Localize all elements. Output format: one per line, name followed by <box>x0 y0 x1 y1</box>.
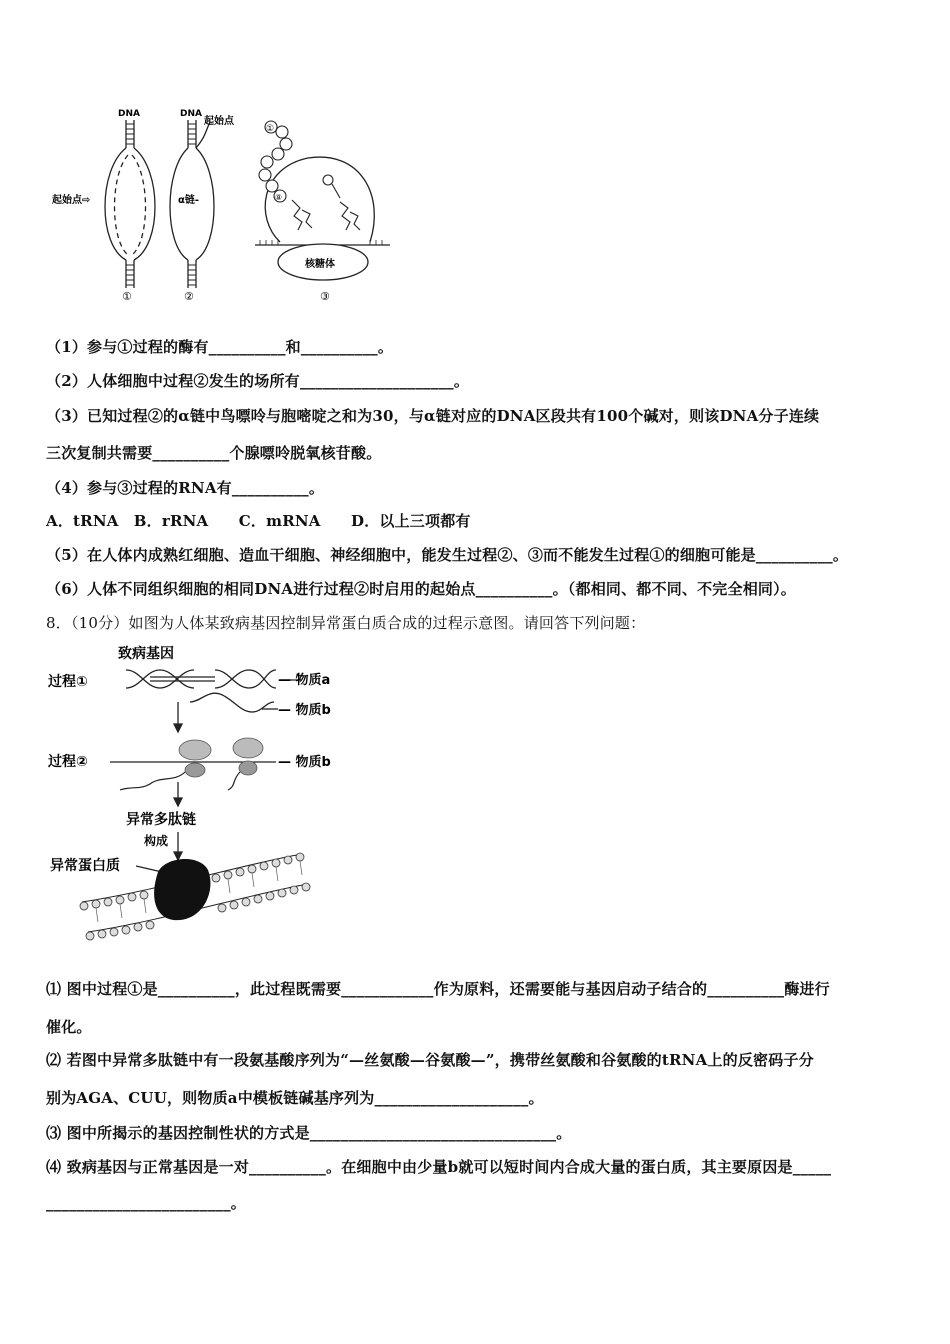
q8-part4-line2: ________________________。 <box>46 1194 247 1212</box>
circle-label-1: ① <box>266 124 275 134</box>
q7-part6: （6）人体不同组织细胞的相同DNA进行过程②时启用的起始点__________。（都相同、都不同、不完全相同）。 <box>46 580 796 598</box>
q7-part4-options: A．tRNA B．rRNA C．mRNA D．以上三项都有 <box>46 512 471 530</box>
substance-a-label: — 物质a <box>278 673 331 688</box>
dna-label-2: DNA <box>180 109 202 119</box>
dna-label-1: DNA <box>118 109 140 119</box>
q8-header: 8．（10分）如图为人体某致病基因控制异常蛋白质合成的过程示意图。请回答下列问题： <box>46 614 646 632</box>
q7-part2: （2）人体细胞中过程②发生的场所有____________________。 <box>46 372 470 390</box>
alpha-chain-label: α链- <box>178 195 200 206</box>
substance-b-label-1: — 物质b <box>278 703 331 718</box>
q7-part3-line2: 三次复制共需要__________个腺嘌呤脱氧核苷酸。 <box>46 444 382 462</box>
q8-part3: ⑶ 图中所揭示的基因控制性状的方式是________________________________。 <box>46 1124 572 1142</box>
abnormal-protein-blob <box>154 859 210 920</box>
substance-b-label-2: — 物质b <box>278 755 331 770</box>
q8-part1-line2: 催化。 <box>46 1018 92 1036</box>
panel-label-2: ② <box>184 290 194 303</box>
origin-label-left: 起始点⇨ <box>52 195 91 206</box>
abnormal-polypeptide-label: 异常多肽链 <box>126 812 196 828</box>
q8-part2-line2: 别为AGA、CUU，则物质a中模板链碱基序列为____________________。 <box>46 1089 544 1107</box>
q8-part1-line1: ⑴ 图中过程①是__________，此过程既需要____________作为原料，还需要能与基因启动子结合的__________酶进行 <box>46 980 830 998</box>
process1-label: 过程① <box>48 674 88 690</box>
replication-transcription-translation-figure <box>40 100 400 305</box>
panel-label-1: ① <box>122 290 132 303</box>
constitute-label: 构成 <box>144 834 169 848</box>
panel-label-3: ③ <box>320 290 330 303</box>
origin-label-top: 起始点 <box>204 116 234 127</box>
q7-part4: （4）参与③过程的RNA有__________。 <box>46 479 325 497</box>
gene-expression-figure <box>40 640 370 960</box>
ribosome-label: 核糖体 <box>305 259 335 270</box>
gene-label: 致病基因 <box>118 646 174 662</box>
q7-part5: （5）在人体内成熟红细胞、造血干细胞、神经细胞中，能发生过程②、③而不能发生过程①的细胞可能是__________。 <box>46 546 849 564</box>
q7-part3-line1: （3）已知过程②的α链中鸟嘌呤与胞嘧啶之和为30，与α链对应的DNA区段共有100个碱对，则该DNA分子连续 <box>46 407 820 425</box>
q8-part2-line1: ⑵ 若图中异常多肽链中有一段氨基酸序列为“—丝氨酸—谷氨酸—”，携带丝氨酸和谷氨酸的tRNA上的反密码子分 <box>46 1051 814 1069</box>
circle-label-8: ⑧ <box>275 193 283 202</box>
q7-part1: （1）参与①过程的酶有__________和__________。 <box>46 338 394 356</box>
abnormal-protein-label: 异常蛋白质 <box>50 858 120 874</box>
q8-part4-line1: ⑷ 致病基因与正常基因是一对__________。在细胞中由少量b就可以短时间内合成大量的蛋白质，其主要原因是_____ <box>46 1158 832 1176</box>
process2-label: 过程② <box>48 754 88 770</box>
